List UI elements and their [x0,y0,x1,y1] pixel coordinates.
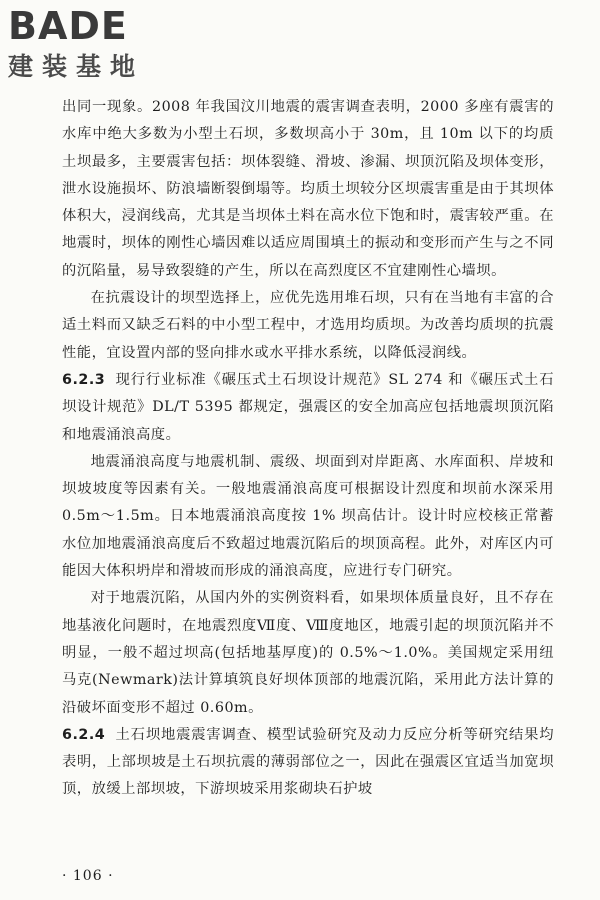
paragraph-text: 出同一现象。2008 年我国汶川地震的震害调查表明，2000 多座有震害的水库中绝大多数为小型土石坝，多数坝高小于 30m，且 10m 以下的均质土坝最多，主要震害包括：坝体裂缝、滑坡、渗漏、坝顶沉陷及坝体变形，泄水设施损坏、防浪墙断裂倒塌等。均质土坝较分区坝震害重是由于其坝体体积大，浸润线高，尤其是当坝体土料在高水位下饱和时，震害较严重。在地震时，坝体的刚性心墙因难以适应周围填土的振动和变形而产生与之不同的沉陷量，易导致裂缝的产生，所以在高烈度区不宜建刚性心墙坝。 [62,99,554,279]
paragraph [62,285,554,367]
paragraph-text: 地震涌浪高度与地震机制、震级、坝面到对岸距离、水库面积、岸坡和坝坡坡度等因素有关。一般地震涌浪高度可根据设计烈度和坝前水深采用 0.5m～1.5m。日本地震涌浪高度按 1% 坝高估计。设计时应校核正常蓄水位加地震涌浪高度后不致超过地震沉陷后的坝顶高程。此外，对库区内可能因大体积坍岸和滑坡而形成的涌浪高度，应进行专门研究。 [62,453,554,580]
paragraph-text: 现行行业标准《碾压式土石坝设计规范》SL 274 和《碾压式土石坝设计规范》DL/T 5395 都规定，强震区的安全加高应包括地震坝顶沉陷和地震涌浪高度。 [62,371,554,443]
logo-subtitle: 建装基地 [8,52,145,81]
page-body [62,94,554,804]
paragraph [62,449,554,585]
logo-mark: BADE [8,4,128,48]
section-paragraph [62,367,554,449]
paragraph [62,94,554,285]
section-paragraph [62,722,554,804]
paragraph-text: 土石坝地震震害调查、模型试验研究及动力反应分析等研究结果均表明，上部坝坡是土石坝抗震的薄弱部位之一，因此在强震区宜适当加宽坝顶，放缓上部坝坡，下游坝坡采用浆砌块石护坡 [62,726,554,798]
paragraph-text: 在抗震设计的坝型选择上，应优先选用堆石坝，只有在当地有丰富的合适土料而又缺乏石料的中小型工程中，才选用均质坝。为改善均质坝的抗震性能，宜设置内部的竖向排水或水平排水系统，以降低浸润线。 [62,290,554,361]
section-number: 6.2.4 [62,726,106,743]
paragraph [62,585,554,721]
section-number: 6.2.3 [62,371,106,388]
publisher-logo [8,6,208,82]
paragraph-text: 对于地震沉陷，从国内外的实例资料看，如果坝体质量良好，且不存在地基液化问题时，在地震烈度Ⅶ度、Ⅷ度地区，地震引起的坝顶沉陷并不明显，一般不超过坝高(包括地基厚度)的 0.5%～1.0%。美国规定采用纽马克(Newmark)法计算填筑良好坝体顶部的地震沉陷，采用此方法计算的沿破坏面变形不超过 0.60m。 [62,590,554,716]
page-number: · 106 · [62,868,114,884]
